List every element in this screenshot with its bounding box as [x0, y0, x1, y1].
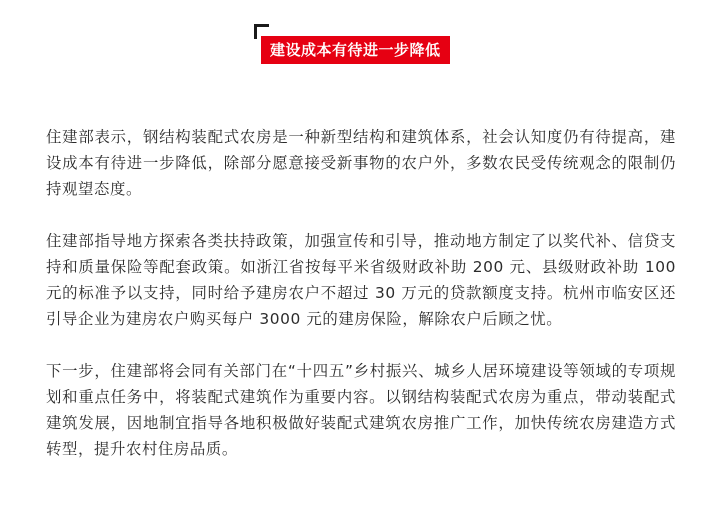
- section-title: 建设成本有待进一步降低: [261, 36, 450, 64]
- paragraph-3: 下一步，住建部将会同有关部门在“十四五”乡村振兴、城乡人居环境建设等领域的专项规划和重点任务中，将装配式建筑作为重要内容。以钢结构装配式农房为重点，带动装配式建筑发展，因地制宜指导各地积极做好装配式建筑农房推广工作，加快传统农房建造方式转型，提升农村住房品质。: [46, 362, 676, 458]
- article-body: [46, 124, 676, 488]
- paragraph-2: 住建部指导地方探索各类扶持政策，加强宣传和引导，推动地方制定了以奖代补、信贷支持和质量保险等配套政策。如浙江省按每平米省级财政补助 200 元、县级财政补助 100 元的标准予以支持，同时给予建房农户不超过 30 万元的贷款额度支持。杭州市临安区还引导企业为建房农户购买每户 3000 元的建房保险，解除农户后顾之忧。: [46, 232, 676, 328]
- paragraph-1: 住建部表示，钢结构装配式农房是一种新型结构和建筑体系，社会认知度仍有待提高，建设成本有待进一步降低，除部分愿意接受新事物的农户外，多数农民受传统观念的限制仍持观望态度。: [46, 128, 676, 198]
